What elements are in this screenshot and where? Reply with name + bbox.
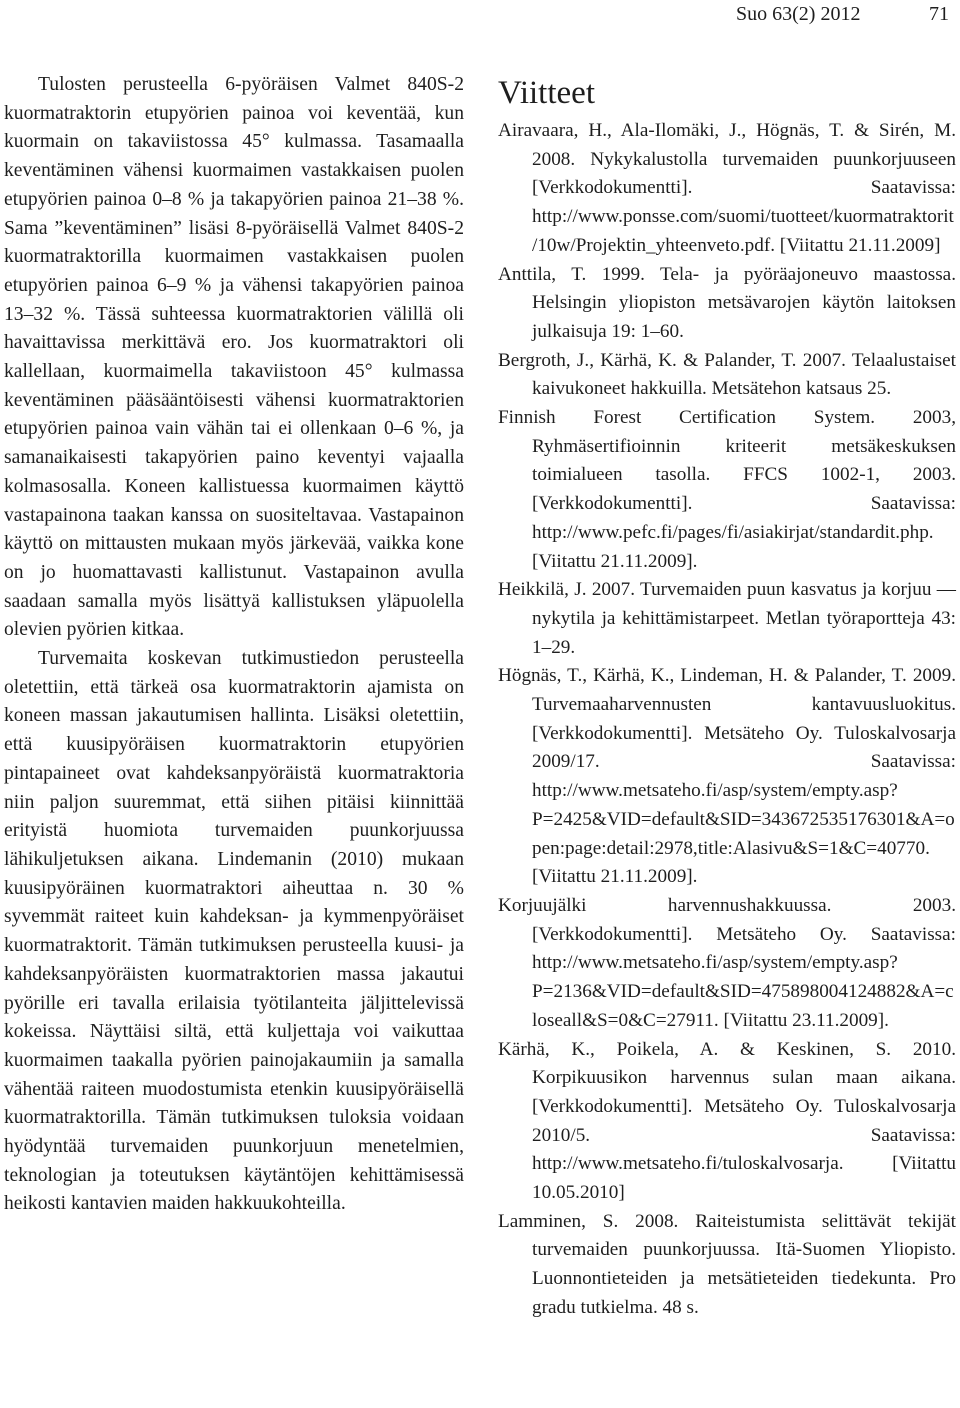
reference-item: Finnish Forest Certification System. 2003, Ryhmäsertifioinnin kriteerit metsäkeskuksen toimialueen tasolla. FFCS 1002-1, 2003. [Verkkodokumentti]. Saatavissa: http://www.pefc.fi/pages/fi/asiakirjat/standardit.php. [Viitattu 21.11.2009]. xyxy=(498,407,956,572)
running-header xyxy=(0,0,960,28)
reference-item: Anttila, T. 1999. Tela- ja pyöräajoneuvo maastossa. Helsingin yliopiston metsävarojen käytön laitoksen julkaisuja 19: 1–60. xyxy=(498,263,956,342)
body-paragraph-2: Turvemaita koskevan tutkimustiedon perusteella oletettiin, että tärkeä osa kuormatraktorin ajamista on koneen massan jakautumisen hallinta. Lisäksi oletettiin, että kuusipyöräisen kuormatraktorin etupyörien pintapaineet ovat kahdeksanpyöräistä kuormatraktoria niin paljon suuremmat, että siihen pitäisi kiinnittää erityistä huomiota turvemaiden puunkorjuussa lähikuljetuksen aikana. Lindemanin (2010) mukaan kuusipyöräinen kuormatraktori aiheuttaa n. 30 % syvemmät raiteet kuin kahdeksan- ja kymmenpyöräiset kuormatraktorit. Tämän tutkimuksen perusteella kuusi- ja kahdeksanpyöräisten kuormatraktorien massa jakautui pyörille eri tavalla erilaisia työtilanteita jäljittelevissä kokeissa. Näyttäisi siltä, että kuljettaja voi vaikuttaa kuormaimen taakalla pyörien painojakaumiin ja samalla vähentää raiteen muodostumista etenkin kuusipyöräisellä kuormatraktorilla. Tämän tutkimuksen tuloksia voidaan hyödyntää turvemaiden puunkorjuun menetelmien, teknologian ja toteutuksen käytäntöjen kehittämisessä heikosti kantavien maiden hakkuukohteilla. xyxy=(4,648,464,1215)
reference-item: Lamminen, S. 2008. Raiteistumista selittävät tekijät turvemaiden puunkorjuussa. Itä-Suomen Yliopisto. Luonnontieteiden ja metsätieteiden tiedekunta. Pro gradu tutkielma. 48 s. xyxy=(498,1210,956,1318)
reference-item: Airavaara, H., Ala-Ilomäki, J., Högnäs, T. & Sirén, M. 2008. Nykykalustolla turvemaiden puunkorjuuseen [Verkkodokumentti]. Saatavissa: http://www.ponsse.com/suomi/tuotteet/kuormatraktorit/10w/Projektin_yhteenveto.pdf. [Viitattu 21.11.2009] xyxy=(498,120,956,256)
journal-citation: Suo 63(2) 2012 xyxy=(736,3,861,25)
page-number: 71 xyxy=(929,3,949,25)
body-paragraph-1: Tulosten perusteella 6-pyöräisen Valmet 840S-2 kuormatraktorin etupyörien painoa voi keventää, kun kuormain on takaviistossa 45° kulmassa. Tasamaalla keventäminen vähensi kuormaimen vastakkaisen puolen etupyörien painoa 0–8 % ja takapyörien painoa 21–38 %. Sama ”keventäminen” lisäsi 8-pyöräisellä Valmet 840S-2 kuormatraktorilla kuormaimen vastakkaisen puolen etupyörien painoa 6–9 % ja vähensi takapyörien painoa 13–32 %. Tässä suhteessa kuormatraktorien välillä oli havaittavissa merkittävä ero. Jos kuormatraktori oli kallellaan, kuormaimella takaviistoon 45° kulmassa keventäminen pääsääntöisesti vähensi kuormatraktorien etupyörien painoa vain vähän tai ei ollenkaan 0–6 %, ja samanaikaisesti takapyörien paino keventyi vajaalla kolmasosalla. Koneen kallistuessa kuormaimen käyttö vastapainona taakan kanssa on suositeltavaa. Vastapainon käyttö on mittausten mukaan myös järkevää, vaikka kone on jo huomattavasti kallistunut. Vastapainon avulla saadaan samalla myös lisättyä kallistuksen yläpuolella olevien pyörien kitkaa. xyxy=(4,74,464,641)
reference-item: Korjuujälki harvennushakkuussa. 2003.[Verkkodokumentti]. Metsäteho Oy. Saatavissa: http://www.metsateho.fi/asp/system/empty.asp?P=2136&VID=default&SID=475898004124882&A=closeall&S=0&C=27911. [Viitattu 23.11.2009]. xyxy=(498,894,956,1031)
body-text-column xyxy=(4,71,464,1219)
references-heading: Viitteet xyxy=(498,75,595,111)
reference-list xyxy=(498,117,956,1323)
references-column xyxy=(498,71,956,1323)
reference-item: Bergroth, J., Kärhä, K. & Palander, T. 2007. Telaalustaiset kaivukoneet hakkuilla. Metsätehon katsaus 25. xyxy=(498,349,956,400)
reference-item: Heikkilä, J. 2007. Turvemaiden puun kasvatus ja korjuu — nykytila ja kehittämistarpeet. Metlan työraportteja 43: 1–29. xyxy=(498,579,956,658)
reference-item: Kärhä, K., Poikela, A. & Keskinen, S. 2010. Korpikuusikon harvennus sulan maan aikana. [Verkkodokumentti]. Metsäteho Oy. Tuloskalvosarja 2010/5. Saatavissa: http://www.metsateho.fi/tuloskalvosarja. [Viitattu 10.05.2010] xyxy=(498,1038,956,1204)
reference-item: Högnäs, T., Kärhä, K., Lindeman, H. & Palander, T. 2009. Turvemaaharvennusten kantavuusluokitus. [Verkkodokumentti]. Metsäteho Oy. Tuloskalvosarja 2009/17. Saatavissa: http://www.metsateho.fi/asp/system/empty.asp?P=2425&VID=default&SID=343672535176301&A=open:page:detail:2978,title:Alasivu&S=1&C=40770. [Viitattu 21.11.2009]. xyxy=(498,665,956,888)
